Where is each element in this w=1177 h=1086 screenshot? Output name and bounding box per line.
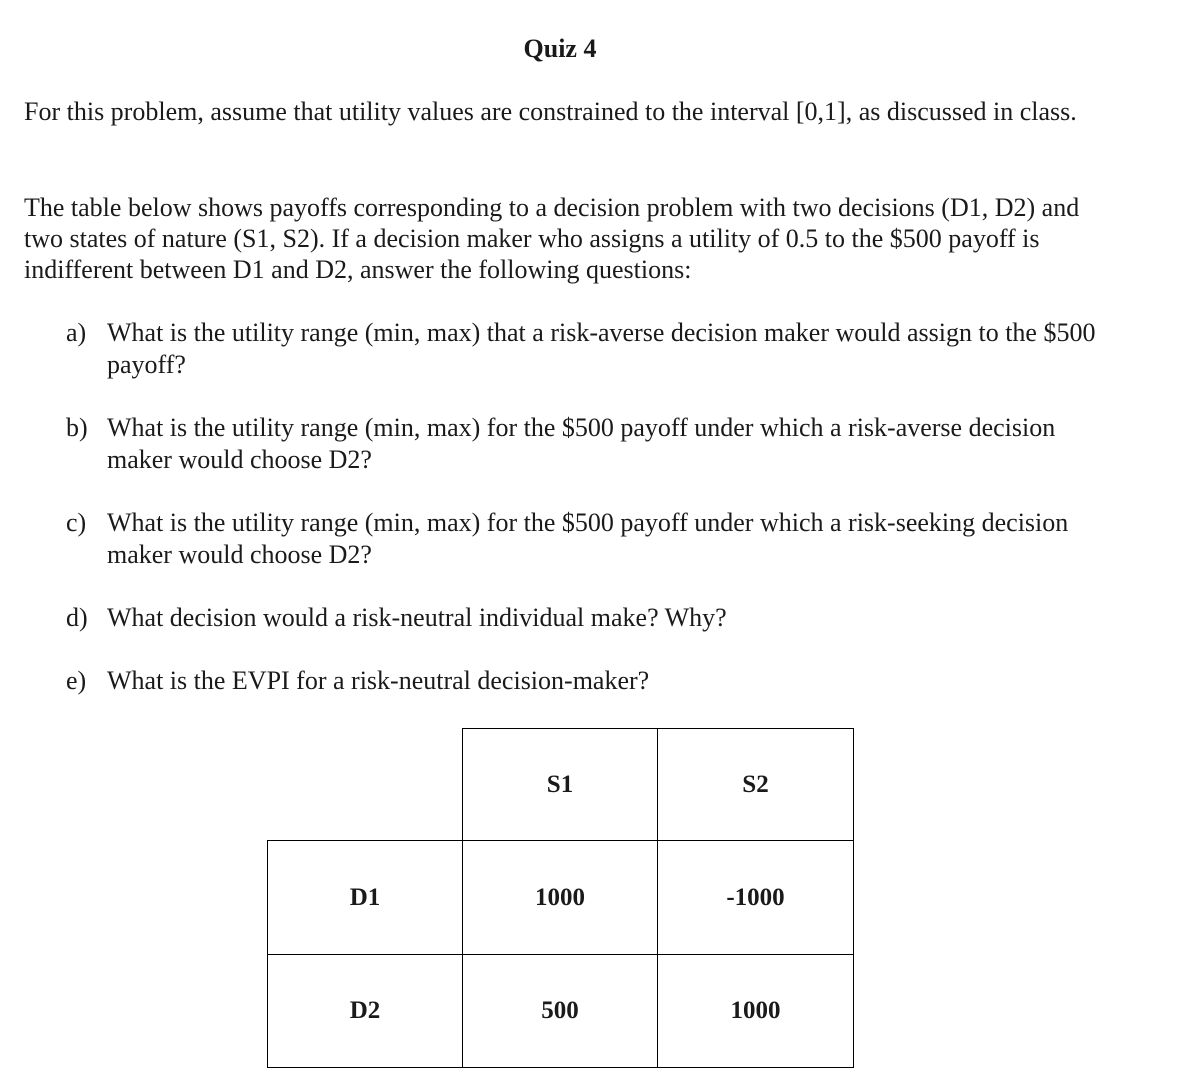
- question-text: What is the utility range (min, max) that a risk-averse decision maker would assign to the $500 payoff?: [107, 318, 1096, 379]
- question-letter: a): [66, 318, 87, 347]
- question-letter: e): [66, 666, 87, 695]
- question-letter: b): [66, 413, 88, 442]
- table-row-label-d1: D1: [267, 840, 463, 955]
- table-header-s2: S2: [657, 728, 854, 841]
- table-cell-d2-s2: 1000: [657, 954, 854, 1068]
- question-letter: c): [66, 508, 87, 537]
- question-text: What decision would a risk-neutral individual make? Why?: [107, 603, 727, 632]
- question-text: What is the EVPI for a risk-neutral decision-maker?: [107, 666, 650, 695]
- question-item: [66, 602, 1106, 634]
- page-title: Quiz 4: [523, 34, 597, 63]
- question-item: [66, 665, 1106, 697]
- question-letter: d): [66, 603, 88, 632]
- table-header-s1: S1: [462, 728, 658, 841]
- problem-paragraph: The table below shows payoffs corresponding to a decision problem with two decisions (D1, D2) and two states of nature (S1, S2). If a decision maker who assigns a utility of 0.5 to the $500 payoff is indifferent between D1 and D2, answer the following questions:: [24, 193, 1080, 284]
- question-text: What is the utility range (min, max) for the $500 payoff under which a risk-averse decision maker would choose D2?: [107, 413, 1056, 474]
- table-cell-d1-s2: -1000: [657, 840, 854, 955]
- intro-paragraph: For this problem, assume that utility values are constrained to the interval [0,1], as discussed in class.: [24, 97, 1077, 126]
- table-cell-d1-s1: 1000: [462, 840, 658, 955]
- question-item: [66, 507, 1106, 571]
- table-row-label-d2: D2: [267, 954, 463, 1068]
- question-text: What is the utility range (min, max) for the $500 payoff under which a risk-seeking decision maker would choose D2?: [107, 508, 1069, 569]
- table-cell-d2-s1: 500: [462, 954, 658, 1068]
- question-item: [66, 317, 1106, 381]
- question-item: [66, 412, 1106, 476]
